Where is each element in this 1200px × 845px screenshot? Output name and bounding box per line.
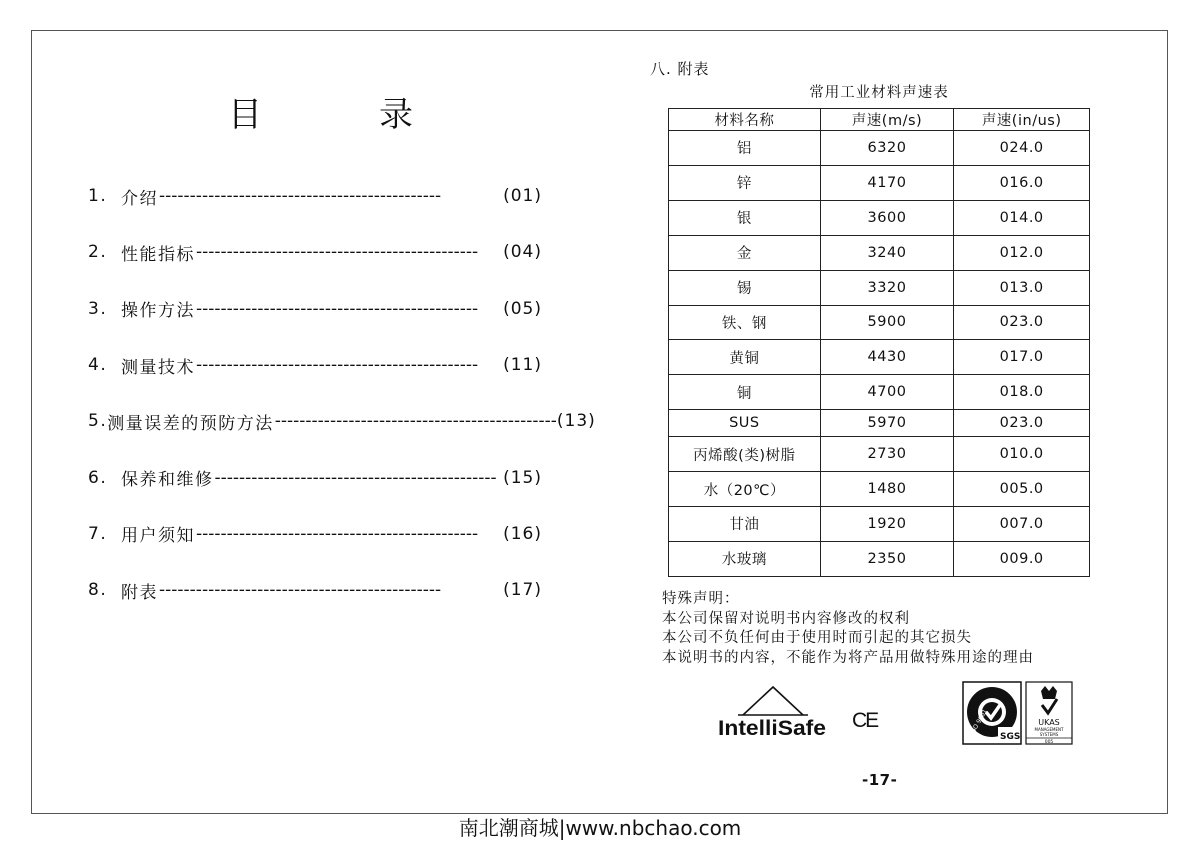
toc-title: [228, 92, 413, 138]
appendix-heading: 八. 附表: [650, 60, 710, 78]
toc-item-number: 3.: [88, 298, 108, 319]
toc-item-label: 测量误差的预防方法: [107, 413, 274, 434]
table-row: [669, 131, 1090, 166]
cell-material: 水玻璃: [669, 541, 821, 576]
cell-speed-inus: 016.0: [954, 165, 1090, 200]
toc-item: [88, 449, 542, 505]
cell-speed-ms: 1480: [820, 472, 954, 507]
cell-material: 铜: [669, 375, 821, 410]
table-row: [669, 437, 1090, 472]
notice-line: 本说明书的内容，不能作为将产品用做特殊用途的理由: [662, 649, 1034, 666]
toc-item-number: 8.: [88, 580, 108, 601]
toc-item: [88, 393, 596, 449]
cell-speed-inus: 018.0: [954, 375, 1090, 410]
toc-item-page: (05): [503, 298, 542, 319]
cell-material: 丙烯酸(类)树脂: [669, 437, 821, 472]
cell-speed-inus: 010.0: [954, 437, 1090, 472]
cell-speed-inus: 013.0: [954, 270, 1090, 305]
cell-material: 铝: [669, 131, 821, 166]
table-row: [669, 270, 1090, 305]
intellisafe-roof-icon: [743, 687, 803, 715]
column-header-material: 材料名称: [669, 109, 821, 131]
toc-item-label: 性能指标: [121, 244, 195, 265]
toc-item: [88, 224, 542, 280]
toc-item-leader: ----------------------------------------------: [196, 298, 479, 319]
toc-item-label: 保养和维修: [121, 470, 214, 491]
cell-speed-ms: 4170: [820, 165, 954, 200]
table-row: [669, 340, 1090, 375]
toc-item-leader: ----------------------------------------------: [214, 467, 497, 488]
cell-speed-ms: 4700: [820, 375, 954, 410]
table-row: [669, 305, 1090, 340]
notice-line: 特殊声明：: [662, 591, 740, 607]
toc-item-leader: ----------------------------------------------: [274, 411, 557, 432]
cell-speed-ms: 4430: [820, 340, 954, 375]
toc-item: [88, 168, 542, 224]
toc-item-leader: ----------------------------------------------: [196, 355, 479, 376]
cell-speed-inus: 007.0: [954, 507, 1090, 542]
ukas-text: UKAS: [1038, 718, 1060, 727]
table-row: [669, 165, 1090, 200]
toc-list: [88, 168, 596, 618]
crown-icon: [1041, 686, 1057, 699]
toc-item-label: 附表: [121, 582, 158, 603]
cell-speed-inus: 005.0: [954, 472, 1090, 507]
cell-speed-inus: 023.0: [954, 305, 1090, 340]
toc-item-number: 5.: [88, 411, 108, 432]
toc-item-page: (04): [503, 242, 542, 263]
cell-speed-ms: 5900: [820, 305, 954, 340]
toc-title-right: 录: [379, 95, 413, 135]
cell-speed-ms: 1920: [820, 507, 954, 542]
toc-title-left: 目: [228, 95, 262, 135]
table-row: [669, 200, 1090, 235]
cell-material: 锡: [669, 270, 821, 305]
toc-item-leader: ----------------------------------------------: [159, 580, 442, 601]
cell-material: 铁、钢: [669, 305, 821, 340]
cell-speed-inus: 017.0: [954, 340, 1090, 375]
toc-item-page: (17): [503, 580, 542, 601]
toc-item-page: (11): [503, 355, 542, 376]
toc-item-number: 7.: [88, 523, 108, 544]
sgs-text: SGS: [1000, 732, 1021, 742]
sound-speed-table: [668, 108, 1090, 577]
toc-item-label: 操作方法: [121, 301, 195, 322]
cell-material: 黄铜: [669, 340, 821, 375]
cell-material: 水（20℃）: [669, 472, 821, 507]
toc-item: [88, 506, 542, 562]
notice-line: 本公司保留对说明书内容修改的权利: [662, 610, 910, 627]
notice-line: 本公司不负任何由于使用时而引起的其它损失: [662, 630, 972, 646]
intellisafe-logo: [718, 685, 828, 740]
special-notice: [662, 590, 1034, 668]
column-header-speed-inus: 声速(in/us): [954, 109, 1090, 131]
ce-mark: CE: [852, 709, 878, 732]
toc-item-leader: ----------------------------------------------: [159, 186, 442, 207]
table-caption: 常用工业材料声速表: [809, 85, 949, 101]
toc-item-number: 4.: [88, 355, 108, 376]
page-number: -17-: [862, 771, 898, 789]
ukas-sub-text: SYSTEMS: [1039, 732, 1059, 737]
table-row: [669, 507, 1090, 542]
toc-item: [88, 562, 542, 618]
cell-speed-ms: 2350: [820, 541, 954, 576]
toc-item-page: (13): [556, 411, 596, 432]
cell-material: 甘油: [669, 507, 821, 542]
table-header-row: [669, 109, 1090, 131]
cell-speed-ms: 5970: [820, 410, 954, 437]
intellisafe-text: IntelliSafe: [718, 717, 826, 740]
cell-speed-inus: 009.0: [954, 541, 1090, 576]
toc-item: [88, 337, 542, 393]
toc-item-label: 用户须知: [121, 526, 195, 547]
cell-material: 银: [669, 200, 821, 235]
iso-text: ISO 9001: [969, 708, 989, 736]
ukas-sub-text: MANAGEMENT: [1034, 727, 1064, 732]
toc-item-leader: ----------------------------------------------: [196, 523, 479, 544]
table-row: [669, 410, 1090, 437]
cell-speed-inus: 023.0: [954, 410, 1090, 437]
table-row: [669, 235, 1090, 270]
cell-material: 锌: [669, 165, 821, 200]
sgs-ukas-certification-logo: [962, 681, 1074, 747]
toc-item-number: 6.: [88, 467, 108, 488]
table-row: [669, 375, 1090, 410]
toc-item-leader: ----------------------------------------------: [196, 242, 479, 263]
toc-item-label: 测量技术: [121, 357, 195, 378]
table-row: [669, 472, 1090, 507]
toc-item: [88, 281, 542, 337]
toc-item-number: 1.: [88, 186, 108, 207]
toc-item-page: (16): [503, 523, 542, 544]
toc-item-page: (15): [503, 467, 542, 488]
toc-item-page: (01): [503, 186, 542, 207]
column-header-speed-ms: 声速(m/s): [820, 109, 954, 131]
cell-speed-ms: 2730: [820, 437, 954, 472]
cell-speed-inus: 014.0: [954, 200, 1090, 235]
cell-material: 金: [669, 235, 821, 270]
cell-speed-ms: 3240: [820, 235, 954, 270]
toc-item-label: 介绍: [121, 188, 158, 209]
site-footer: 南北潮商城|www.nbchao.com: [458, 816, 742, 840]
cell-material: SUS: [669, 410, 821, 437]
table-row: [669, 541, 1090, 576]
cell-speed-inus: 012.0: [954, 235, 1090, 270]
toc-item-number: 2.: [88, 242, 108, 263]
cell-speed-ms: 3320: [820, 270, 954, 305]
cell-speed-ms: 6320: [820, 131, 954, 166]
ukas-code-text: 005: [1044, 740, 1054, 745]
cell-speed-ms: 3600: [820, 200, 954, 235]
cell-speed-inus: 024.0: [954, 131, 1090, 166]
